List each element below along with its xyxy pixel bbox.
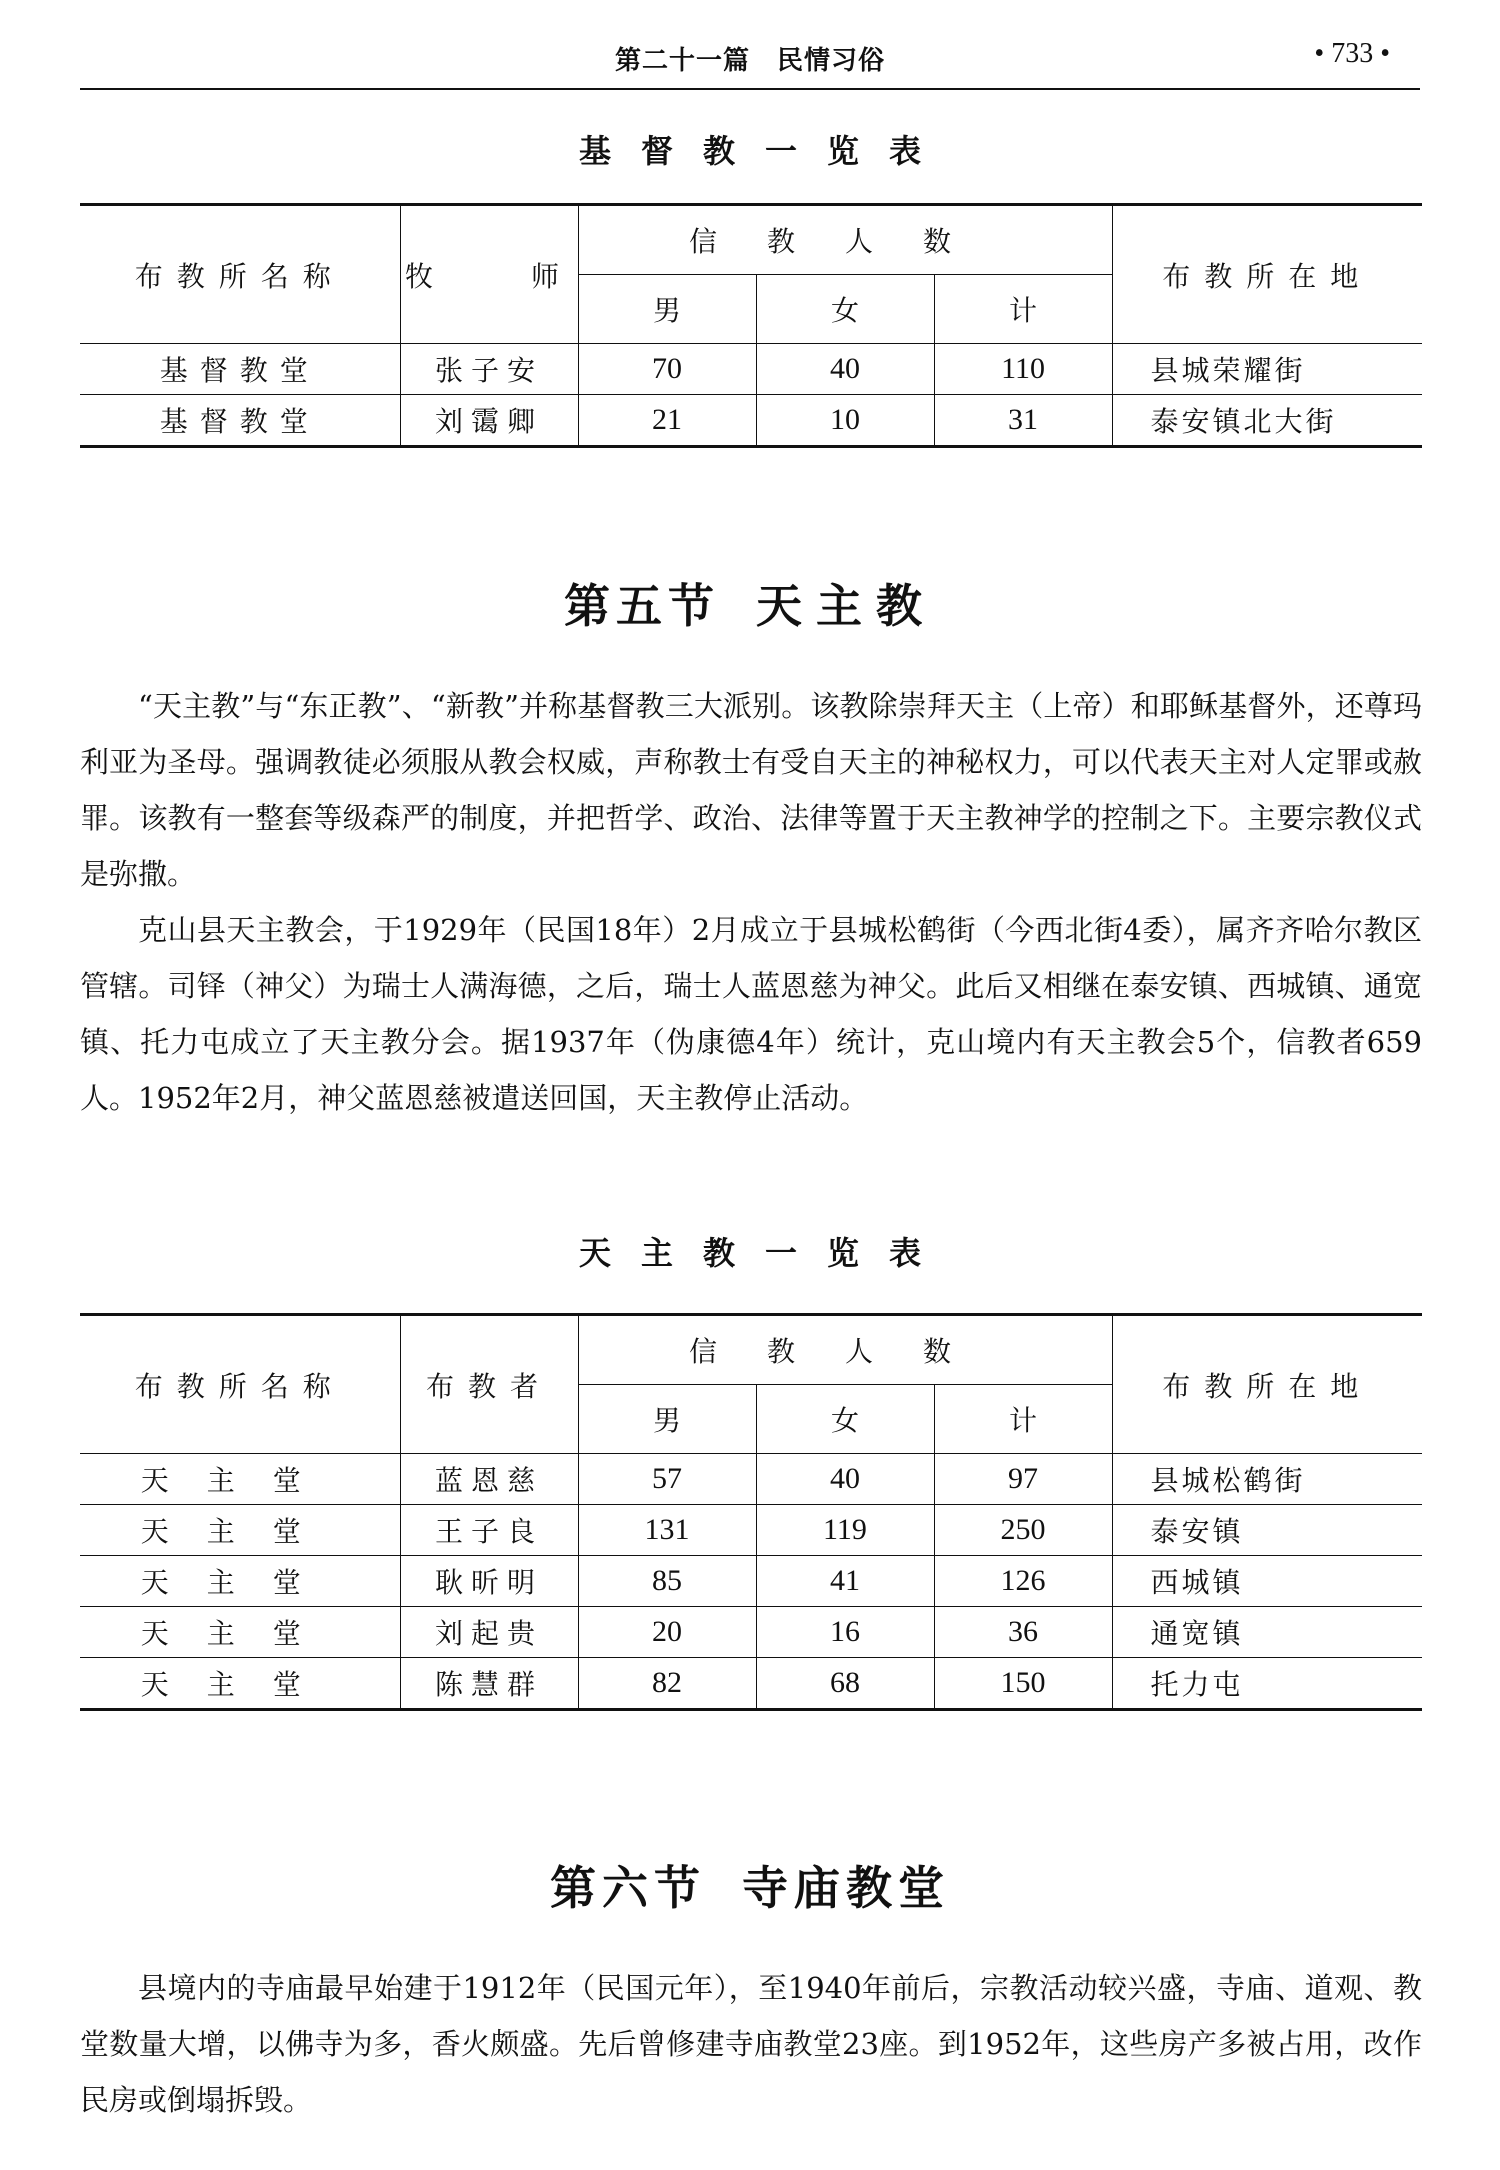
cell-female: 10	[756, 395, 934, 447]
cell-total: 36	[934, 1607, 1112, 1658]
header-person: 牧 师	[400, 205, 578, 344]
table-row	[80, 1658, 1422, 1710]
christian-table	[80, 203, 1422, 448]
header-total: 计	[934, 1385, 1112, 1454]
cell-location: 泰安镇北大街	[1112, 395, 1422, 447]
table-row	[80, 1607, 1422, 1658]
header-female: 女	[756, 1385, 934, 1454]
cell-location: 县城荣耀街	[1112, 344, 1422, 395]
cell-person: 张子安	[400, 344, 578, 395]
cell-location: 托力屯	[1112, 1658, 1422, 1710]
cell-location: 泰安镇	[1112, 1505, 1422, 1556]
christian-table-title: 基督教一览表	[578, 132, 951, 170]
cell-name: 天主堂	[80, 1658, 400, 1710]
table-row	[80, 395, 1422, 447]
table-row	[80, 1454, 1422, 1505]
cell-male: 21	[578, 395, 756, 447]
cell-name: 天主堂	[80, 1607, 400, 1658]
table-row	[80, 1505, 1422, 1556]
cell-name: 基督教堂	[80, 395, 400, 447]
running-head	[80, 34, 1420, 84]
cell-male: 20	[578, 1607, 756, 1658]
cell-female: 41	[756, 1556, 934, 1607]
header-rule	[80, 88, 1420, 90]
section-5-title: 天主教	[756, 579, 936, 633]
header-male: 男	[578, 1385, 756, 1454]
catholic-table	[80, 1313, 1422, 1711]
cell-person: 耿昕明	[400, 1556, 578, 1607]
cell-male: 70	[578, 344, 756, 395]
cell-total: 250	[934, 1505, 1112, 1556]
cell-female: 40	[756, 1454, 934, 1505]
cell-location: 通宽镇	[1112, 1607, 1422, 1658]
cell-female: 68	[756, 1658, 934, 1710]
header-believers: 信教人数	[578, 1315, 1112, 1385]
cell-male: 131	[578, 1505, 756, 1556]
cell-male: 85	[578, 1556, 756, 1607]
section-5-number: 第五节	[564, 579, 720, 633]
header-total: 计	[934, 275, 1112, 344]
header-location: 布教所在地	[1112, 1315, 1422, 1454]
catholic-table-title: 天主教一览表	[578, 1234, 951, 1272]
cell-name: 基督教堂	[80, 344, 400, 395]
cell-total: 126	[934, 1556, 1112, 1607]
cell-male: 82	[578, 1658, 756, 1710]
cell-total: 31	[934, 395, 1112, 447]
section-6-title: 寺庙教堂	[742, 1861, 950, 1915]
cell-location: 西城镇	[1112, 1556, 1422, 1607]
cell-person: 陈慧群	[400, 1658, 578, 1710]
cell-person: 刘起贵	[400, 1607, 578, 1658]
cell-male: 57	[578, 1454, 756, 1505]
cell-total: 97	[934, 1454, 1112, 1505]
table-row	[80, 344, 1422, 395]
header-name: 布教所名称	[80, 205, 400, 344]
cell-name: 天主堂	[80, 1556, 400, 1607]
paragraph: “天主教”与“东正教”、“新教”并称基督教三大派别。该教除崇拜天主（上帝）和耶稣基督外，还尊玛利亚为圣母。强调教徒必须服从教会权威，声称教士有受自天主的神秘权力，可以代表天主对人定罪或赦罪。该教有一整套等级森严的制度，并把哲学、政治、法律等置于天主教神学的控制之下。主要宗教仪式是弥撒。	[80, 689, 1422, 891]
cell-name: 天主堂	[80, 1454, 400, 1505]
paragraph: 县境内的寺庙最早始建于1912年（民国元年），至1940年前后，宗教活动较兴盛，寺庙、道观、教堂数量大增，以佛寺为多，香火颇盛。先后曾修建寺庙教堂23座。到1952年，这些房产多被占用，改作民房或倒塌拆毁。	[80, 1971, 1422, 2117]
header-person: 布教者	[400, 1315, 578, 1454]
cell-person: 蓝恩慈	[400, 1454, 578, 1505]
cell-total: 110	[934, 344, 1112, 395]
section-6-body	[80, 1960, 1422, 2128]
header-location: 布教所在地	[1112, 205, 1422, 344]
section-5-body	[80, 678, 1422, 1126]
paragraph: 克山县天主教会，于1929年（民国18年）2月成立于县城松鹤街（今西北街4委），属齐齐哈尔教区管辖。司铎（神父）为瑞士人满海德，之后，瑞士人蓝恩慈为神父。此后又相继在泰安镇、西城镇、通宽镇、托力屯成立了天主教分会。据1937年（伪康德4年）统计，克山境内有天主教会5个，信教者659人。1952年2月，神父蓝恩慈被遣送回国，天主教停止活动。	[80, 913, 1422, 1115]
section-6-heading	[80, 1852, 1420, 1918]
cell-person: 王子良	[400, 1505, 578, 1556]
header-name: 布教所名称	[80, 1315, 400, 1454]
header-believers: 信教人数	[578, 205, 1112, 275]
header-male: 男	[578, 275, 756, 344]
cell-female: 40	[756, 344, 934, 395]
chapter-title: 第二十一篇 民情习俗	[614, 46, 885, 76]
cell-female: 16	[756, 1607, 934, 1658]
cell-total: 150	[934, 1658, 1112, 1710]
header-female: 女	[756, 275, 934, 344]
section-5-heading	[80, 570, 1420, 636]
page-number: • 733 •	[1314, 38, 1390, 69]
table-row	[80, 1556, 1422, 1607]
cell-name: 天主堂	[80, 1505, 400, 1556]
cell-female: 119	[756, 1505, 934, 1556]
cell-person: 刘霭卿	[400, 395, 578, 447]
cell-location: 县城松鹤街	[1112, 1454, 1422, 1505]
section-6-number: 第六节	[550, 1861, 706, 1915]
